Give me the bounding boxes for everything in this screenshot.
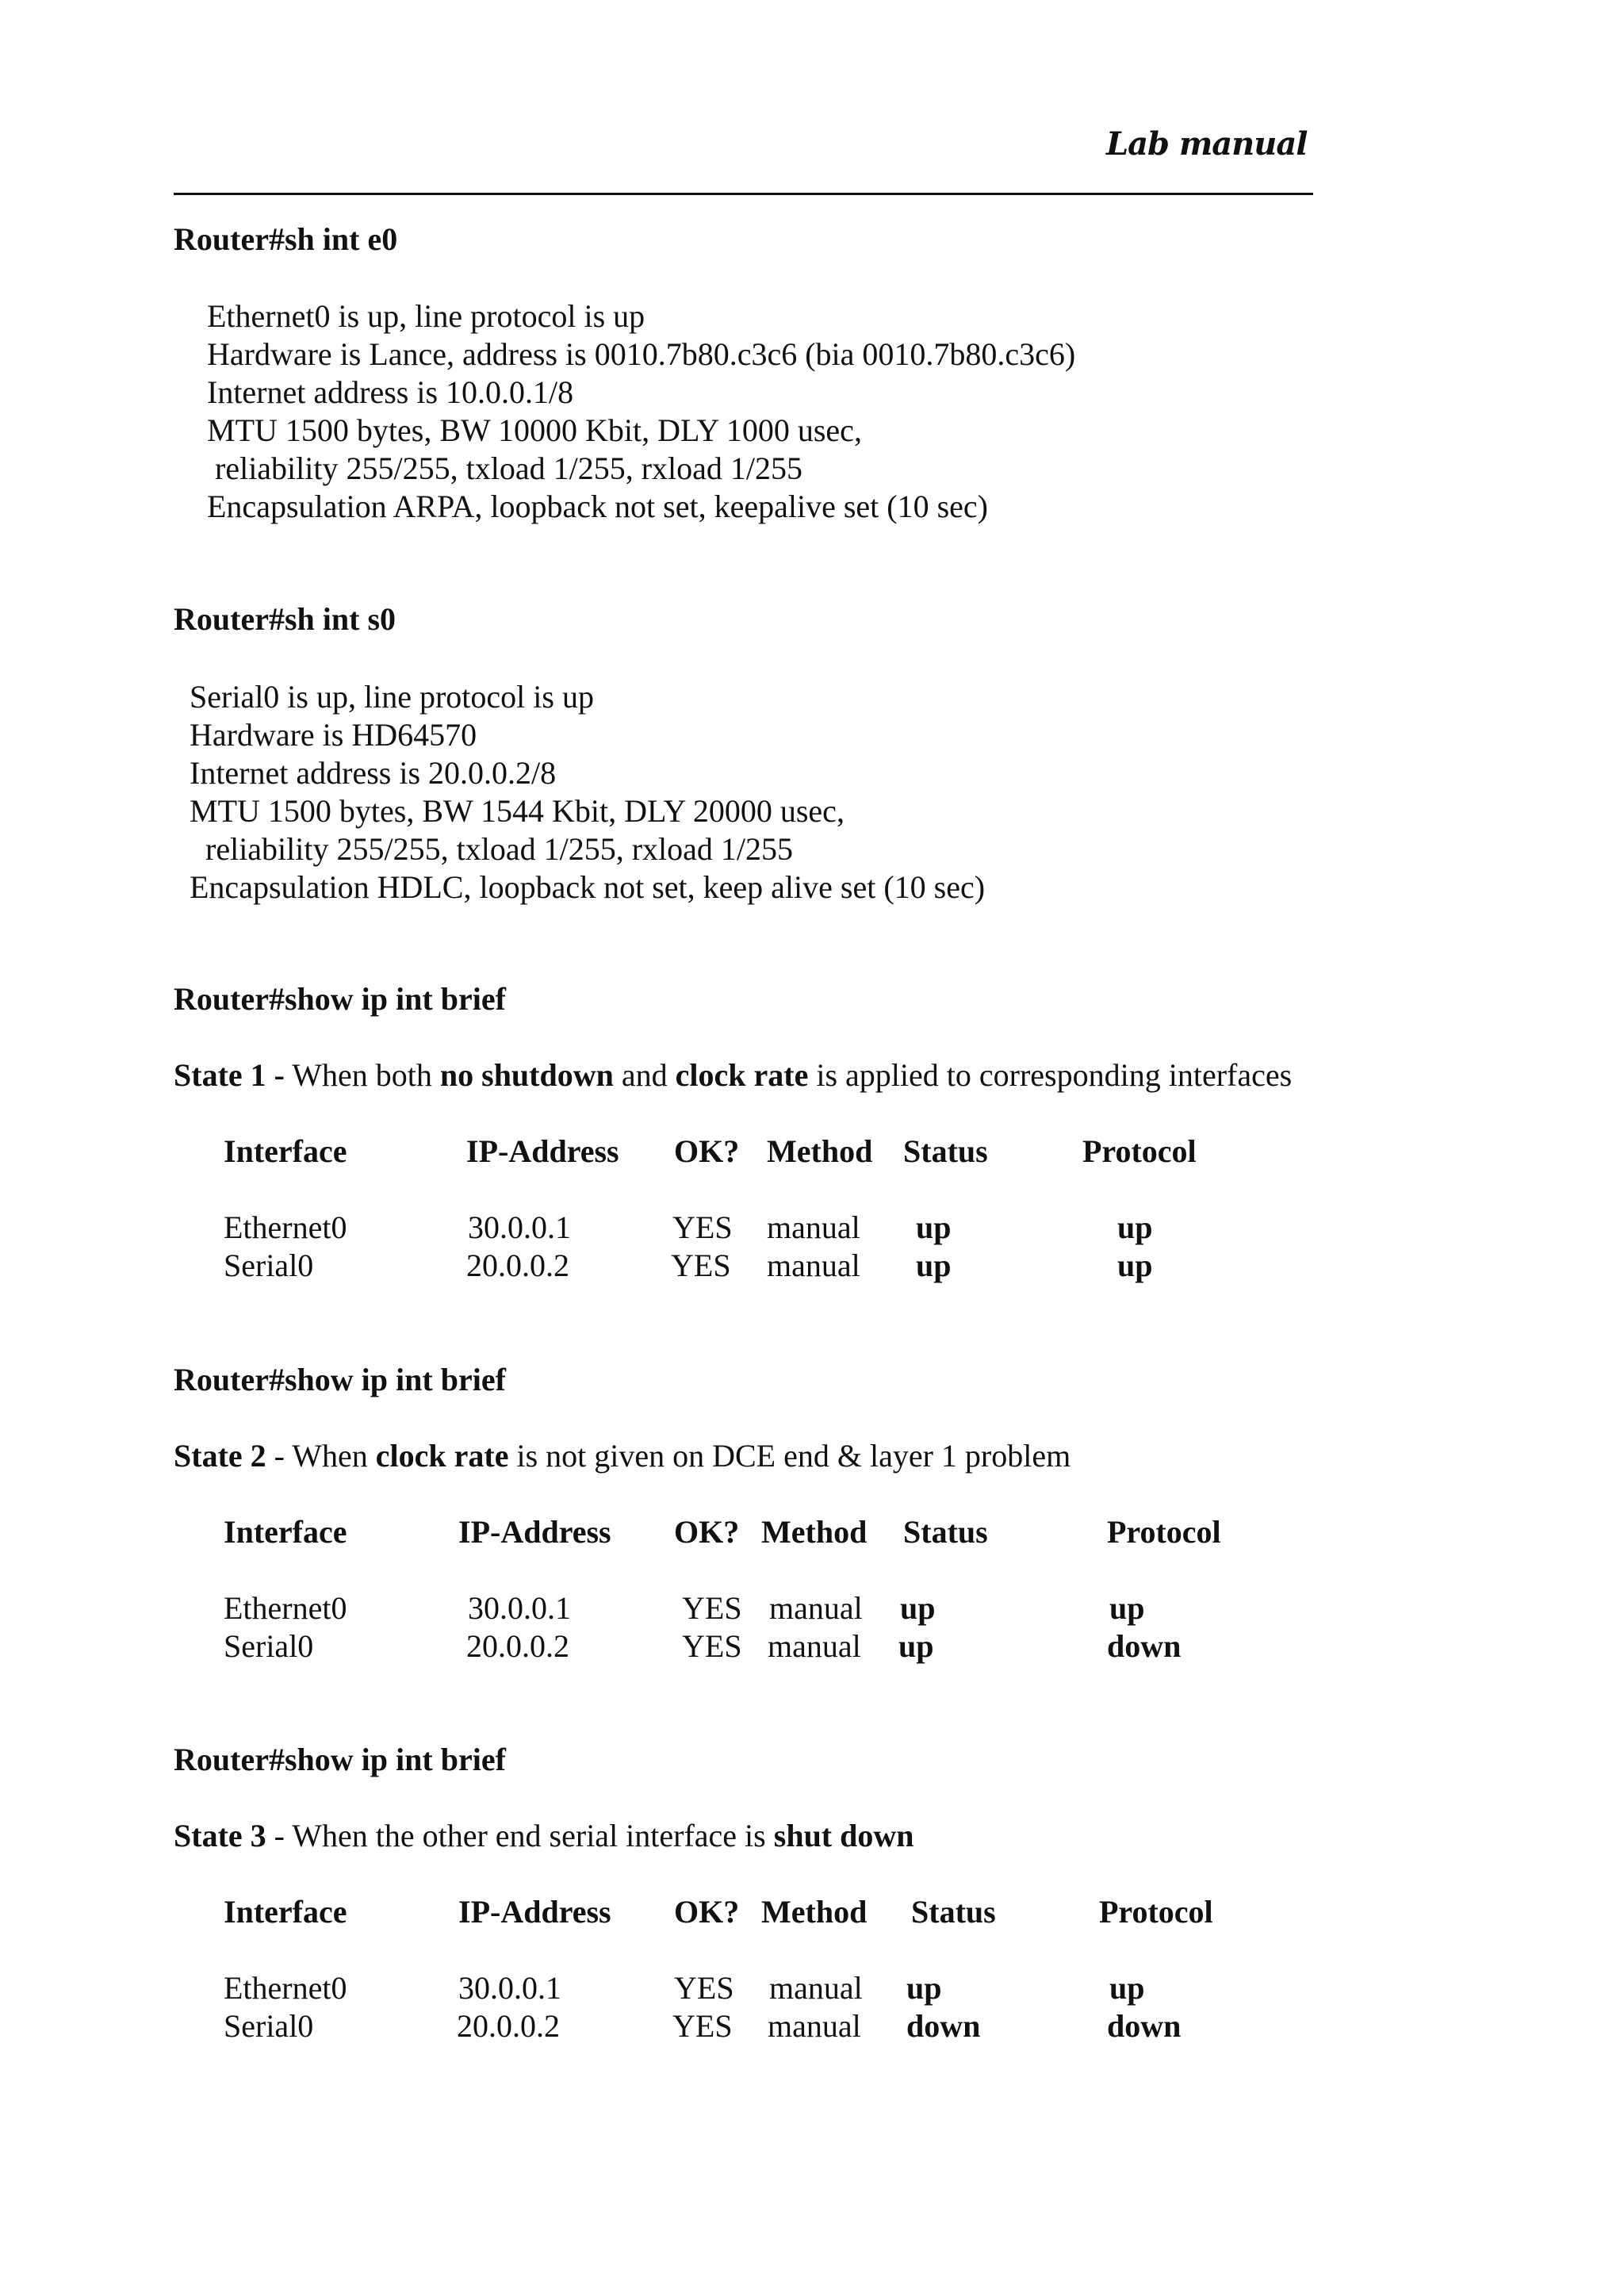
table-cell-method: manual: [768, 2008, 861, 2044]
s0-output-line: MTU 1500 bytes, BW 1544 Kbit, DLY 20000 usec,: [190, 793, 845, 829]
column-header-method: Method: [767, 1133, 873, 1169]
table-cell-interface: Serial0: [224, 2008, 314, 2044]
header-rule: [174, 193, 1313, 195]
state-description-text: When both: [284, 1057, 440, 1093]
command-show-ip-int-brief: Router#show ip int brief: [174, 981, 506, 1017]
table-cell-interface: Ethernet0: [224, 1970, 347, 2006]
state-label: State 3: [174, 1818, 266, 1853]
table-cell-ip-address: 20.0.0.2: [466, 1628, 569, 1664]
running-header-title: Lab manual: [1106, 125, 1308, 163]
column-header-status: Status: [903, 1133, 988, 1169]
s0-output-line: reliability 255/255, txload 1/255, rxload 1/255: [190, 831, 794, 867]
command-show-ip-int-brief: Router#show ip int brief: [174, 1362, 506, 1397]
column-header-ip-address: IP-Address: [466, 1133, 619, 1169]
state-description-text: is not given on DCE end & layer 1 problem: [508, 1438, 1071, 1474]
table-cell-ok: YES: [682, 1590, 742, 1626]
table-cell-ip-address: 30.0.0.1: [468, 1590, 571, 1626]
column-header-ok: OK?: [674, 1894, 740, 1930]
table-cell-protocol: up: [1109, 1970, 1145, 2006]
table-cell-ip-address: 20.0.0.2: [457, 2008, 560, 2044]
state-description-emphasis: clock rate: [375, 1438, 509, 1474]
command-sh-int-s0: Router#sh int s0: [174, 601, 396, 637]
table-cell-ip-address: 30.0.0.1: [468, 1209, 571, 1245]
column-header-ip-address: IP-Address: [458, 1514, 611, 1550]
state-description-text: - When the other end serial interface is: [266, 1818, 774, 1853]
state-description-text: and: [613, 1057, 676, 1093]
table-cell-protocol: up: [1109, 1590, 1145, 1626]
column-header-ok: OK?: [674, 1133, 740, 1169]
state-description-text: - When: [266, 1438, 376, 1474]
column-header-ok: OK?: [674, 1514, 740, 1550]
table-cell-ok: YES: [672, 1209, 733, 1245]
state-description: [174, 1056, 1292, 1094]
column-header-protocol: Protocol: [1082, 1133, 1197, 1169]
table-cell-protocol: down: [1107, 1628, 1182, 1664]
table-cell-method: manual: [769, 1590, 863, 1626]
s0-output-line: Hardware is HD64570: [190, 717, 477, 753]
command-show-ip-int-brief: Router#show ip int brief: [174, 1742, 506, 1777]
column-header-protocol: Protocol: [1099, 1894, 1213, 1930]
table-cell-ok: YES: [671, 1248, 731, 1283]
column-header-status: Status: [911, 1894, 996, 1930]
table-cell-ip-address: 20.0.0.2: [466, 1248, 569, 1283]
table-cell-interface: Serial0: [224, 1628, 314, 1664]
state-description-emphasis: clock rate: [675, 1057, 809, 1093]
table-cell-protocol: up: [1117, 1209, 1153, 1245]
column-header-interface: Interface: [224, 1894, 347, 1930]
e0-output-line: Internet address is 10.0.0.1/8: [207, 374, 574, 410]
column-header-interface: Interface: [224, 1133, 347, 1169]
table-cell-status: down: [906, 2008, 981, 2044]
table-cell-status: up: [898, 1628, 934, 1664]
table-cell-interface: Serial0: [224, 1248, 314, 1283]
e0-output-line: Hardware is Lance, address is 0010.7b80.c3c6 (bia 0010.7b80.c3c6): [207, 336, 1076, 372]
table-cell-method: manual: [768, 1628, 861, 1664]
state-description-emphasis: no shutdown: [439, 1057, 614, 1093]
state-description: [174, 1817, 914, 1855]
table-cell-status: up: [900, 1590, 936, 1626]
column-header-ip-address: IP-Address: [458, 1894, 611, 1930]
s0-output-line: Encapsulation HDLC, loopback not set, keep alive set (10 sec): [190, 869, 986, 905]
column-header-protocol: Protocol: [1107, 1514, 1221, 1550]
table-cell-ok: YES: [682, 1628, 742, 1664]
table-cell-method: manual: [769, 1970, 863, 2006]
e0-output-line: MTU 1500 bytes, BW 10000 Kbit, DLY 1000 usec,: [207, 412, 862, 448]
table-cell-ok: YES: [674, 1970, 734, 2006]
state-description: [174, 1437, 1071, 1475]
table-cell-status: up: [916, 1248, 952, 1283]
table-cell-interface: Ethernet0: [224, 1209, 347, 1245]
table-cell-method: manual: [767, 1209, 860, 1245]
column-header-method: Method: [761, 1894, 868, 1930]
table-cell-ip-address: 30.0.0.1: [458, 1970, 561, 2006]
state-description-text: is applied to corresponding interfaces: [808, 1057, 1293, 1093]
table-cell-protocol: down: [1107, 2008, 1182, 2044]
table-cell-interface: Ethernet0: [224, 1590, 347, 1626]
state-label: State 1 -: [174, 1057, 285, 1093]
column-header-status: Status: [903, 1514, 988, 1550]
table-cell-method: manual: [767, 1248, 860, 1283]
s0-output-line: Internet address is 20.0.0.2/8: [190, 755, 557, 791]
table-cell-protocol: up: [1117, 1248, 1153, 1283]
table-cell-ok: YES: [672, 2008, 733, 2044]
e0-output-line: reliability 255/255, txload 1/255, rxload 1/255: [207, 450, 803, 486]
column-header-interface: Interface: [224, 1514, 347, 1550]
s0-output-line: Serial0 is up, line protocol is up: [190, 679, 594, 715]
command-sh-int-e0: Router#sh int e0: [174, 221, 398, 257]
column-header-method: Method: [761, 1514, 868, 1550]
table-cell-status: up: [916, 1209, 952, 1245]
state-label: State 2: [174, 1438, 266, 1474]
state-description-emphasis: shut down: [773, 1818, 914, 1853]
e0-output-line: Ethernet0 is up, line protocol is up: [207, 298, 645, 334]
table-cell-status: up: [906, 1970, 942, 2006]
e0-output-line: Encapsulation ARPA, loopback not set, keepalive set (10 sec): [207, 489, 988, 524]
